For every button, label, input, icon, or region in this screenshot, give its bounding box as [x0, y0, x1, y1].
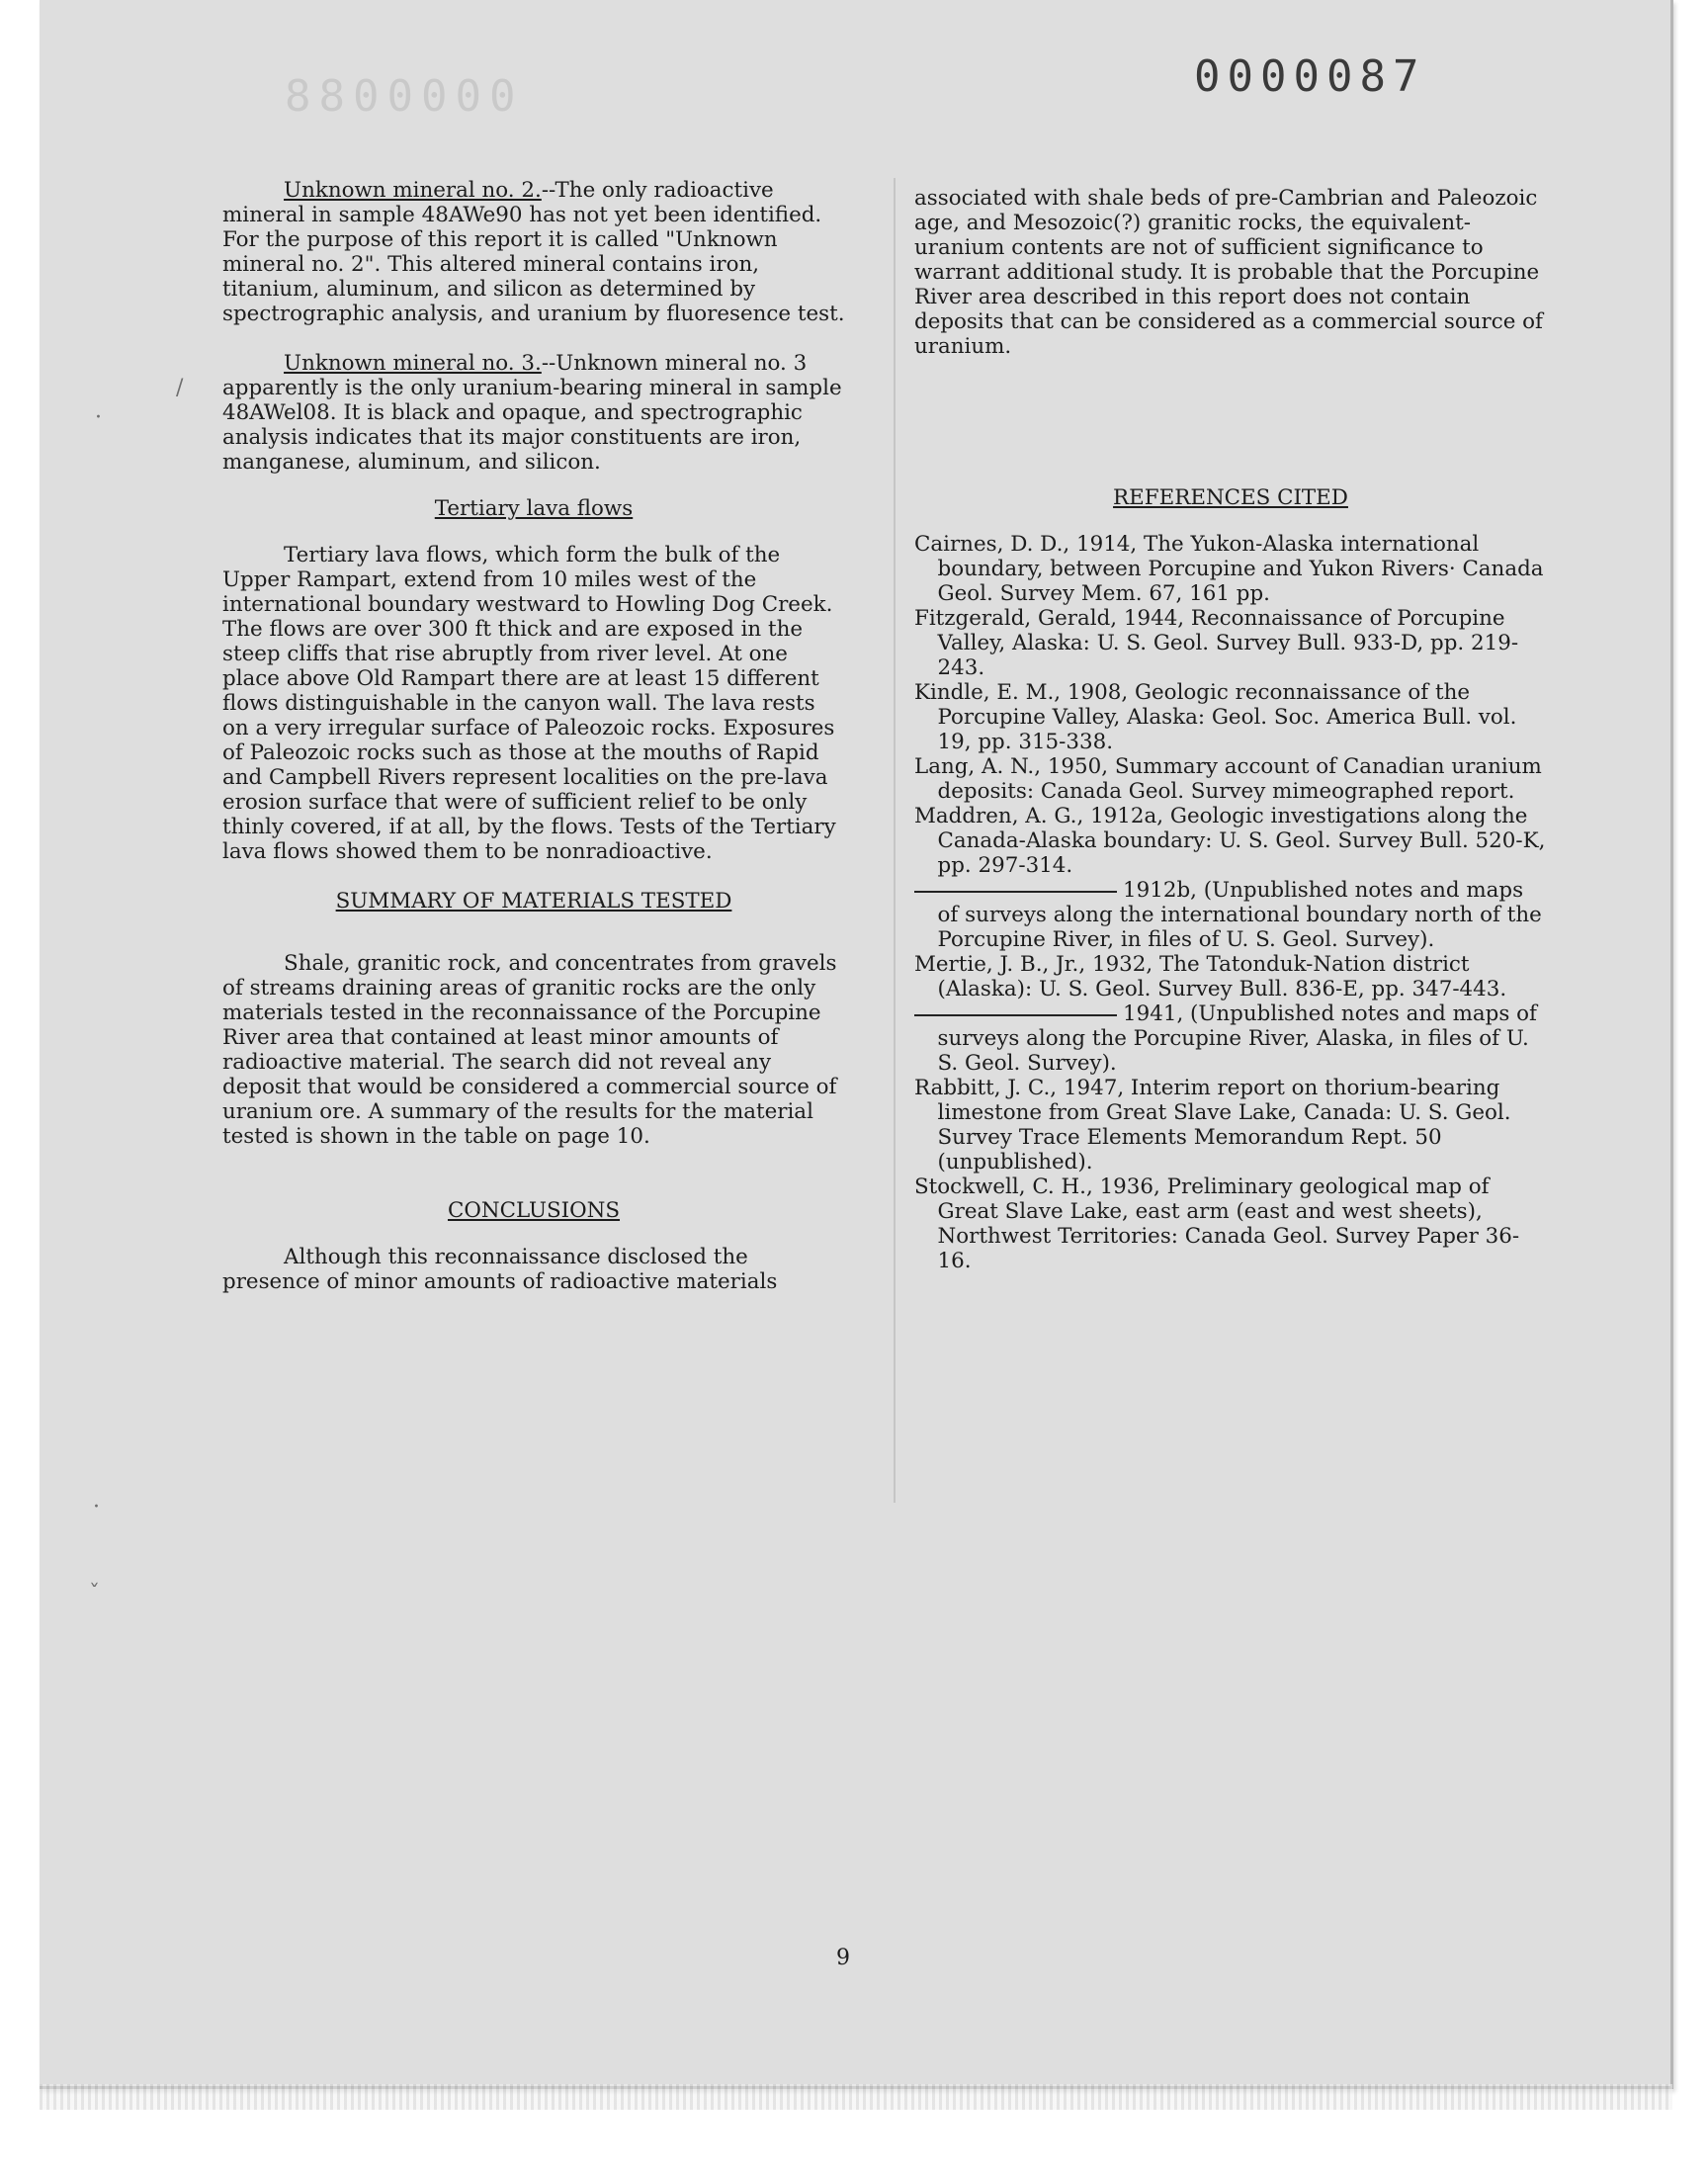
reference-item: Mertie, J. B., Jr., 1932, The Tatonduk-Nation district (Alaska): U. S. Geol. Survey Bull. 836-E, pp. 347-443.: [914, 952, 1507, 1001]
section-heading-references: [914, 485, 1547, 510]
paragraph-conclusions-continued: associated with shale beds of pre-Cambrian and Paleozoic age, and Mesozoic(?) granitic rocks, the equivalent-uranium contents are not of sufficient significance to warrant additional study. It is probable that the Porcupine River area described in this report does not contain deposits that can be considered as a commercial source of uranium.: [914, 186, 1543, 359]
reference-item: Stockwell, C. H., 1936, Preliminary geological map of Great Slave Lake, east arm (east and west sheets), Northwest Territories: Canada Geol. Survey Paper 36-16.: [914, 1174, 1520, 1273]
heading-text: REFERENCES CITED: [1113, 485, 1348, 510]
right-column: [914, 186, 1547, 1273]
heading-text: SUMMARY OF MATERIALS TESTED: [335, 889, 732, 914]
paragraph-conclusions: Although this reconnaissance disclosed the presence of minor amounts of radioactive materials: [222, 1245, 778, 1294]
reference-item: Lang, A. N., 1950, Summary account of Canadian uranium deposits: Canada Geol. Survey mimeographed report.: [914, 754, 1542, 804]
ditto-rule: [914, 891, 1117, 893]
section-heading-conclusions: [222, 1198, 845, 1223]
column-divider: [894, 178, 896, 1503]
margin-pencil-mark: ·: [95, 405, 102, 430]
reference-text: 1912b, (Unpublished notes and maps of surveys along the international boundary north of the Porcupine River, in files of U. S. Geol. Survey).: [937, 878, 1542, 952]
paragraph-lava-flows: Tertiary lava flows, which form the bulk of the Upper Rampart, extend from 10 miles west of the international boundary westward to Howling Dog Creek. The flows are over 300 ft thick and are exposed in the steep cliffs that rise abruptly from river level. At one place above Old Rampart there are at least 15 different flows distinguishable in the canyon wall. The lava rests on a very irregular surface of Paleozoic rocks. Exposures of Paleozoic rocks such as those at the mouths of Rapid and Campbell Rivers represent localities on the pre-lava erosion surface that were of sufficient relief to be only thinly covered, if at all, by the flows. Tests of the Tertiary lava flows showed them to be nonradioactive.: [222, 543, 836, 864]
paragraph-unknown-mineral-2: [222, 178, 845, 326]
document-number: 0000087: [1194, 51, 1426, 102]
bleed-through-number: 0000088: [277, 71, 516, 122]
margin-pencil-mark: ˇ: [89, 1582, 100, 1607]
section-heading-summary: [222, 889, 845, 914]
reference-item: Kindle, E. M., 1908, Geologic reconnaissance of the Porcupine Valley, Alaska: Geol. Soc. America Bull. vol. 19, pp. 315-338.: [914, 680, 1517, 754]
reference-item-continued: [914, 1001, 1547, 1076]
page-number: 9: [836, 1946, 850, 1970]
paragraph-lead: Unknown mineral no. 3.: [284, 351, 542, 376]
section-heading-lava-flows: [222, 496, 845, 521]
reference-item: Rabbitt, J. C., 1947, Interim report on thorium-bearing limestone from Great Slave Lake, Canada: U. S. Geol. Survey Trace Elements Memorandum Rept. 50 (unpublished).: [914, 1076, 1511, 1174]
margin-pencil-mark: /: [176, 376, 184, 400]
paragraph-summary: Shale, granitic rock, and concentrates from gravels of streams draining areas of granitic rocks are the only materials tested in the reconnaissance of the Porcupine River area that contained at least minor amounts of radioactive material. The search did not reveal any deposit that would be considered a commercial source of uranium ore. A summary of the results for the material tested is shown in the table on page 10.: [222, 951, 837, 1149]
paragraph-lead: Unknown mineral no. 2.: [284, 178, 542, 203]
reference-item: Cairnes, D. D., 1914, The Yukon-Alaska international boundary, between Porcupine and Yukon Rivers· Canada Geol. Survey Mem. 67, 161 pp.: [914, 532, 1544, 606]
heading-text: Tertiary lava flows: [434, 496, 634, 521]
paragraph-text: --Unknown mineral no. 3 apparently is the only uranium-bearing mineral in sample 48AWel08. It is black and opaque, and spectrographic analysis indicates that its major constituents are iron, manganese, aluminum, and silicon.: [222, 351, 842, 475]
left-column: [222, 178, 845, 1294]
reference-item-continued: [914, 878, 1547, 952]
reference-item: Fitzgerald, Gerald, 1944, Reconnaissance of Porcupine Valley, Alaska: U. S. Geol. Survey Bull. 933-D, pp. 219-243.: [914, 606, 1519, 680]
heading-text: CONCLUSIONS: [447, 1198, 621, 1223]
paragraph-text: --The only radioactive mineral in sample 48AWe90 has not yet been identified. For the purpose of this report it is called "Unknown mineral no. 2". This altered mineral contains iron, titanium, aluminum, and silicon as determined by spectrographic analysis, and uranium by fluoresence test.: [222, 178, 845, 326]
paragraph-unknown-mineral-3: [222, 351, 845, 475]
reference-list: [914, 532, 1547, 1273]
margin-pencil-mark: ·: [93, 1495, 100, 1520]
reference-text: 1941, (Unpublished notes and maps of surveys along the Porcupine River, Alaska, in files of U. S. Geol. Survey).: [937, 1001, 1537, 1076]
scan-edge-strip: [40, 2084, 1672, 2110]
reference-item: Maddren, A. G., 1912a, Geologic investigations along the Canada-Alaska boundary: U. S. Geol. Survey Bull. 520-K, pp. 297-314.: [914, 804, 1546, 878]
ditto-rule: [914, 1014, 1117, 1016]
